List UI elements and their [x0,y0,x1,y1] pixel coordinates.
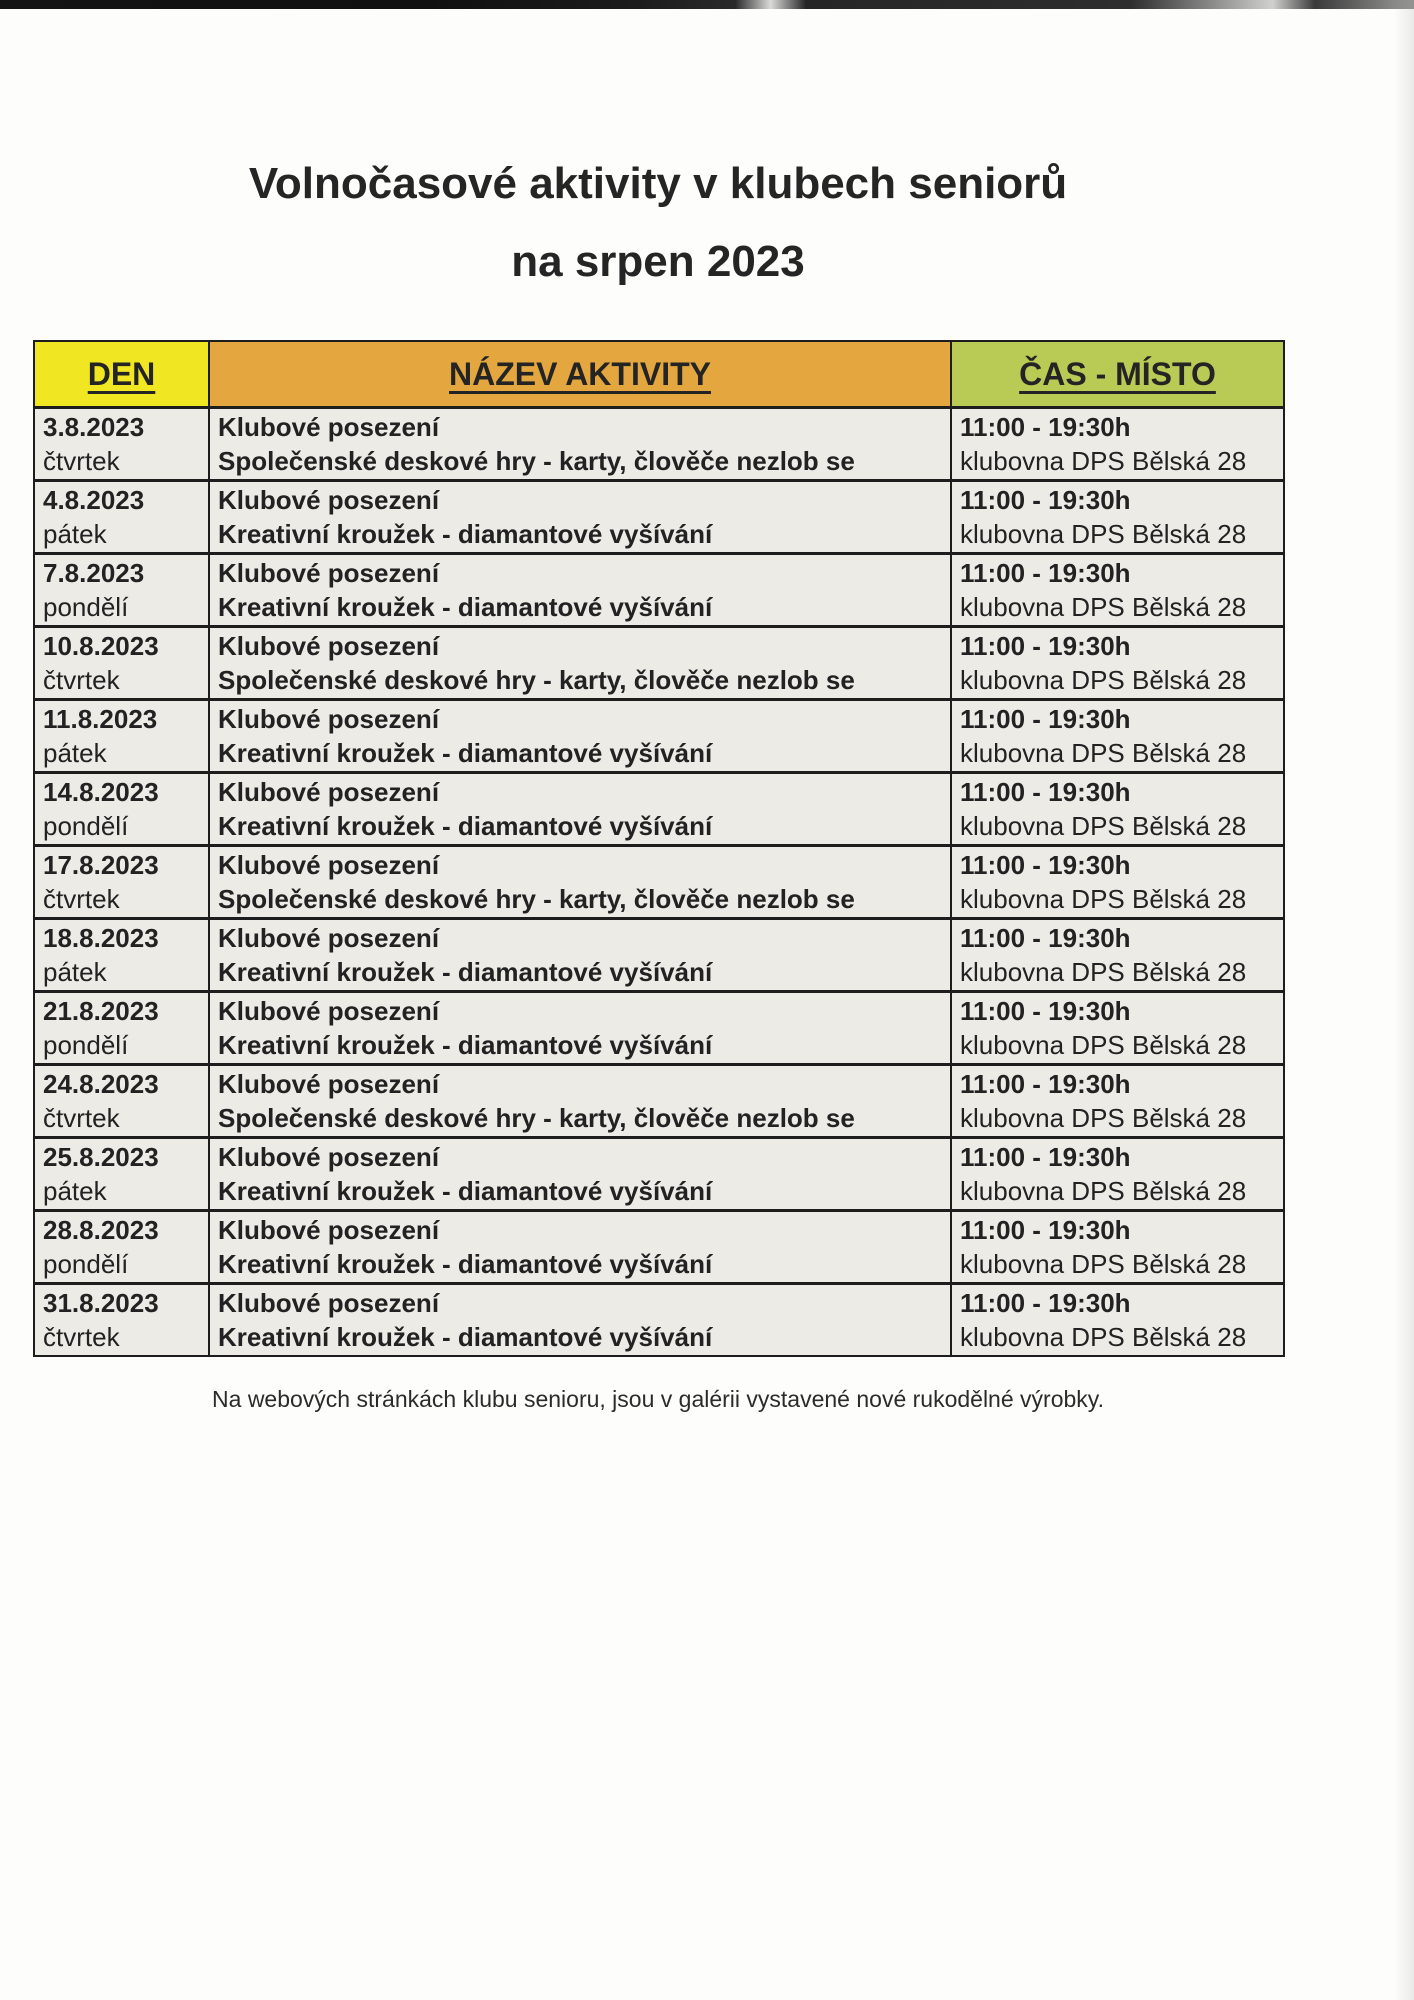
cell-time: 11:00 - 19:30h [960,850,1131,880]
cell-date: 3.8.2023 [43,412,145,442]
col-header-activity: NÁZEV AKTIVITY [209,341,951,408]
cell-place: klubovna DPS Bělská 28 [960,592,1247,622]
table-row [34,627,1284,700]
cell-time: 11:00 - 19:30h [960,1069,1131,1099]
activity-cell [209,481,951,554]
cell-place: klubovna DPS Bělská 28 [960,665,1247,695]
cell-activity-detail: Společenské deskové hry - karty, člověče nezlob se [218,884,855,914]
scan-artifact-right-edge [1394,0,1414,2000]
table-row [34,992,1284,1065]
day-cell [34,992,209,1065]
cell-activity-detail: Kreativní kroužek - diamantové vyšívání [218,811,713,841]
cell-date: 21.8.2023 [43,996,159,1026]
cell-place: klubovna DPS Bělská 28 [960,811,1247,841]
cell-time: 11:00 - 19:30h [960,631,1131,661]
cell-activity-detail: Kreativní kroužek - diamantové vyšívání [218,1249,713,1279]
activity-cell [209,1211,951,1284]
col-header-day: DEN [34,341,209,408]
cell-activity-detail: Společenské deskové hry - karty, člověče nezlob se [218,446,855,476]
day-cell [34,481,209,554]
time-place-cell [951,1211,1284,1284]
cell-weekday: pátek [43,519,107,549]
activity-cell [209,408,951,481]
cell-activity-main: Klubové posezení [218,1215,440,1245]
cell-activity-main: Klubové posezení [218,1288,440,1318]
table-body [34,408,1284,1357]
cell-weekday: čtvrtek [43,446,120,476]
footer-note: Na webových stránkách klubu senioru, jsou v galérii vystavené nové rukodělné výrobky. [212,1386,1104,1412]
activity-cell [209,919,951,992]
cell-weekday: pátek [43,738,107,768]
time-place-cell [951,919,1284,992]
time-place-cell [951,408,1284,481]
cell-activity-main: Klubové posezení [218,777,440,807]
cell-weekday: pondělí [43,1249,129,1279]
cell-time: 11:00 - 19:30h [960,923,1131,953]
cell-activity-main: Klubové posezení [218,412,440,442]
cell-activity-detail: Kreativní kroužek - diamantové vyšívání [218,1030,713,1060]
activity-cell [209,992,951,1065]
table-row [34,554,1284,627]
cell-place: klubovna DPS Bělská 28 [960,884,1247,914]
time-place-cell [951,1138,1284,1211]
cell-time: 11:00 - 19:30h [960,996,1131,1026]
cell-activity-detail: Kreativní kroužek - diamantové vyšívání [218,957,713,987]
cell-weekday: pondělí [43,592,129,622]
day-cell [34,919,209,992]
cell-date: 25.8.2023 [43,1142,159,1172]
day-cell [34,1138,209,1211]
cell-place: klubovna DPS Bělská 28 [960,519,1247,549]
table-row [34,700,1284,773]
cell-activity-main: Klubové posezení [218,631,440,661]
cell-weekday: pátek [43,1176,107,1206]
day-cell [34,408,209,481]
activity-cell [209,846,951,919]
table-row [34,846,1284,919]
table-row [34,1065,1284,1138]
cell-date: 7.8.2023 [43,558,145,588]
cell-activity-detail: Kreativní kroužek - diamantové vyšívání [218,738,713,768]
table-row [34,1211,1284,1284]
cell-activity-main: Klubové posezení [218,1069,440,1099]
cell-activity-main: Klubové posezení [218,996,440,1026]
cell-weekday: čtvrtek [43,1103,120,1133]
activity-cell [209,1138,951,1211]
cell-activity-detail: Kreativní kroužek - diamantové vyšívání [218,1176,713,1206]
cell-time: 11:00 - 19:30h [960,704,1131,734]
document-subtitle: na srpen 2023 [511,237,805,286]
cell-weekday: pátek [43,957,107,987]
time-place-cell [951,773,1284,846]
cell-place: klubovna DPS Bělská 28 [960,1176,1247,1206]
cell-weekday: pondělí [43,1030,129,1060]
cell-activity-main: Klubové posezení [218,704,440,734]
cell-weekday: čtvrtek [43,1322,120,1352]
cell-time: 11:00 - 19:30h [960,1215,1131,1245]
cell-place: klubovna DPS Bělská 28 [960,738,1247,768]
cell-place: klubovna DPS Bělská 28 [960,446,1247,476]
cell-weekday: čtvrtek [43,884,120,914]
activity-cell [209,1065,951,1138]
day-cell [34,773,209,846]
cell-activity-main: Klubové posezení [218,558,440,588]
cell-weekday: pondělí [43,811,129,841]
cell-activity-detail: Kreativní kroužek - diamantové vyšívání [218,592,713,622]
cell-time: 11:00 - 19:30h [960,777,1131,807]
table-header-row [34,341,1284,408]
time-place-cell [951,1284,1284,1357]
time-place-cell [951,481,1284,554]
cell-place: klubovna DPS Bělská 28 [960,1030,1247,1060]
cell-place: klubovna DPS Bělská 28 [960,1322,1247,1352]
cell-time: 11:00 - 19:30h [960,1288,1131,1318]
cell-date: 24.8.2023 [43,1069,159,1099]
cell-activity-main: Klubové posezení [218,1142,440,1172]
cell-date: 11.8.2023 [43,704,158,734]
time-place-cell [951,627,1284,700]
cell-time: 11:00 - 19:30h [960,1142,1131,1172]
cell-date: 17.8.2023 [43,850,159,880]
activity-cell [209,1284,951,1357]
activity-cell [209,700,951,773]
time-place-cell [951,846,1284,919]
time-place-cell [951,1065,1284,1138]
table-row [34,1138,1284,1211]
day-cell [34,627,209,700]
day-cell [34,1065,209,1138]
table-row [34,919,1284,992]
cell-time: 11:00 - 19:30h [960,558,1131,588]
cell-time: 11:00 - 19:30h [960,412,1131,442]
activity-cell [209,554,951,627]
cell-date: 4.8.2023 [43,485,145,515]
activities-table [33,340,1285,1357]
activity-cell [209,773,951,846]
day-cell [34,1284,209,1357]
cell-activity-main: Klubové posezení [218,850,440,880]
day-cell [34,846,209,919]
table-row [34,481,1284,554]
time-place-cell [951,992,1284,1065]
cell-place: klubovna DPS Bělská 28 [960,1103,1247,1133]
cell-date: 28.8.2023 [43,1215,159,1245]
cell-activity-detail: Společenské deskové hry - karty, člověče nezlob se [218,665,855,695]
time-place-cell [951,700,1284,773]
cell-activity-detail: Kreativní kroužek - diamantové vyšívání [218,519,713,549]
col-header-time-place: ČAS - MÍSTO [951,341,1284,408]
table-row [34,773,1284,846]
time-place-cell [951,554,1284,627]
cell-date: 31.8.2023 [43,1288,159,1318]
document-header [33,158,1283,288]
scan-artifact-top-edge [0,0,1414,9]
cell-place: klubovna DPS Bělská 28 [960,1249,1247,1279]
table-row [34,1284,1284,1357]
cell-place: klubovna DPS Bělská 28 [960,957,1247,987]
document-title: Volnočasové aktivity v klubech seniorů [248,159,1068,208]
activity-cell [209,627,951,700]
day-cell [34,1211,209,1284]
cell-activity-detail: Kreativní kroužek - diamantové vyšívání [218,1322,713,1352]
cell-date: 10.8.2023 [43,631,159,661]
cell-date: 14.8.2023 [43,777,159,807]
day-cell [34,700,209,773]
cell-activity-detail: Společenské deskové hry - karty, člověče nezlob se [218,1103,855,1133]
cell-activity-main: Klubové posezení [218,923,440,953]
day-cell [34,554,209,627]
table-row [34,408,1284,481]
cell-weekday: čtvrtek [43,665,120,695]
cell-activity-main: Klubové posezení [218,485,440,515]
cell-date: 18.8.2023 [43,923,159,953]
cell-time: 11:00 - 19:30h [960,485,1131,515]
